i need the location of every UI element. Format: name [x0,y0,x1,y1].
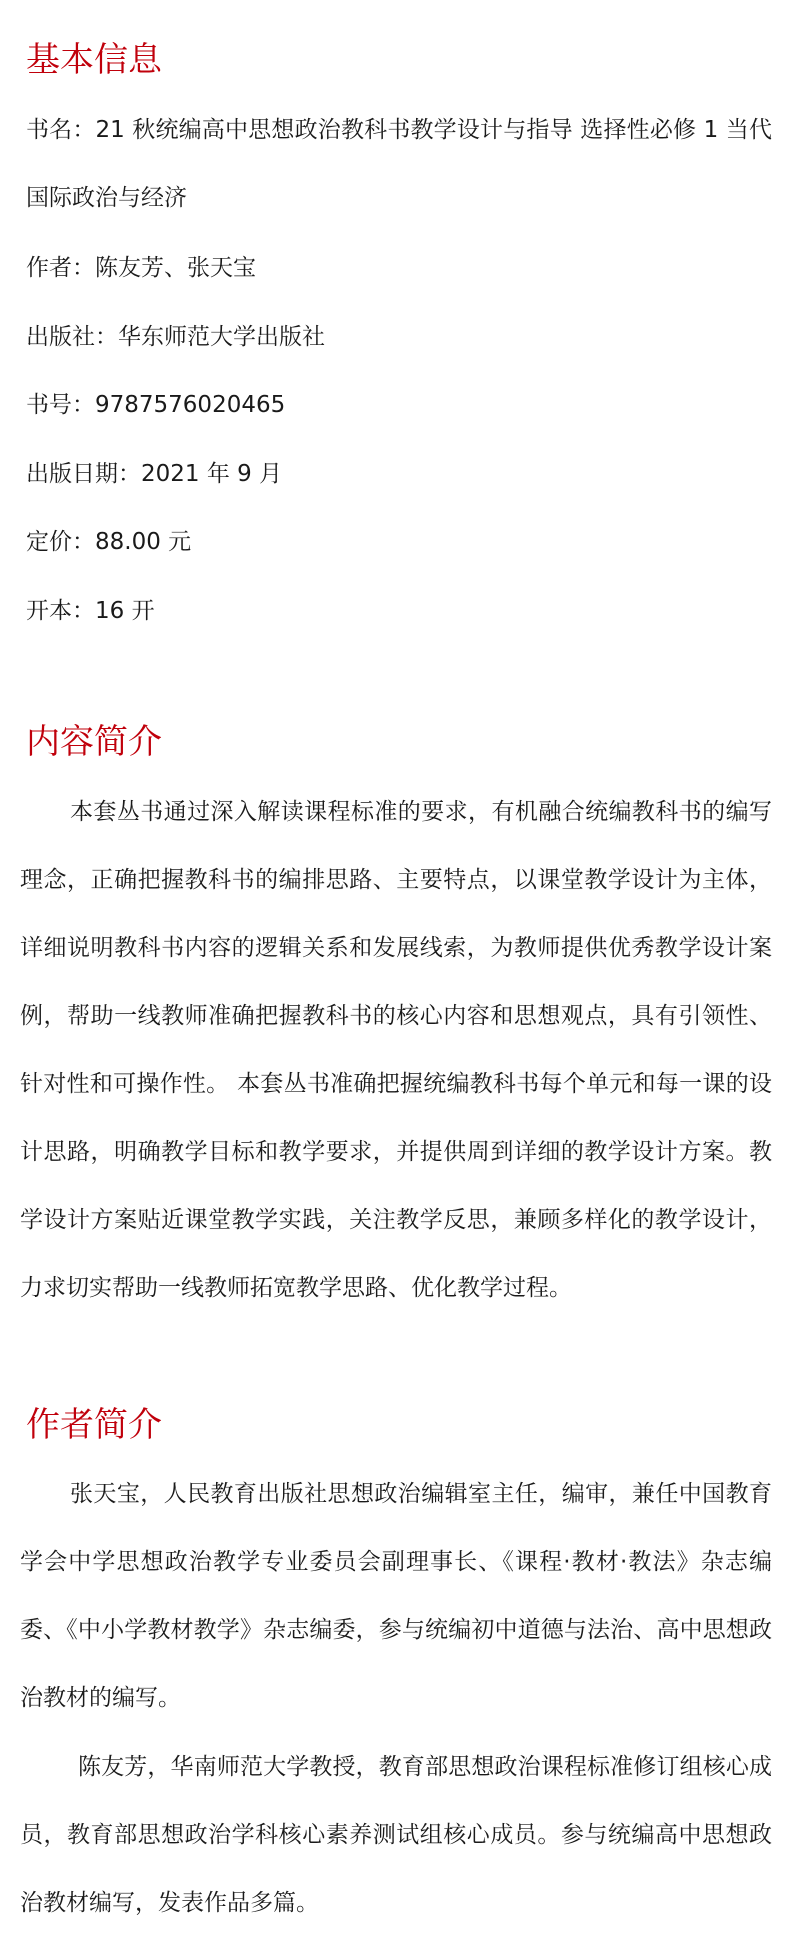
content-intro-heading: 内容简介 [26,722,162,762]
content-intro-paragraph: 本套丛书通过深入解读课程标准的要求，有机融合统编教科书的编写理念，正确把握教科书的编排思路、主要特点，以课堂教学设计为主体，详细说明教科书内容的逻辑关系和发展线索，为教师提供优秀教学设计案例，帮助一线教师准确把握教科书的核心内容和思想观点，具有引领性、针对性和可操作性。 本套丛书准确把握统编教科书每个单元和每一课的设计思路，明确教学目标和教学要求，并提供周到详细的教学设计方案。教学设计方案贴近课堂教学实践，关注教学反思，兼顾多样化的教学设计，力求切实帮助一线教师拓宽教学思路、优化教学过程。 [20,799,772,1301]
author-intro-paragraph-2: 陈友芳，华南师范大学教授，教育部思想政治课程标准修订组核心成员，教育部思想政治学科核心素养测试组核心成员。参与统编高中思想政治教材编写，发表作品多篇。 [20,1754,772,1916]
publisher-line: 出版社：华东师范大学出版社 [26,324,325,350]
book-name-line: 书名：21 秋统编高中思想政治教科书教学设计与指导 选择性必修 1 当代国际政治与经济 [26,117,772,211]
format-line: 开本：16 开 [26,598,155,624]
isbn-line: 书号：9787576020465 [26,392,286,418]
author-line: 作者：陈友芳、张天宝 [26,255,256,281]
author-intro-paragraph-1: 张天宝，人民教育出版社思想政治编辑室主任，编审，兼任中国教育学会中学思想政治教学专业委员会副理事长、《课程·教材·教法》杂志编委、《中小学教材教学》杂志编委，参与统编初中道德与法治、高中思想政治教材的编写。 [20,1481,772,1711]
basic-info-heading: 基本信息 [26,40,162,80]
price-line: 定价：88.00 元 [26,529,192,555]
author-intro-heading: 作者简介 [26,1405,162,1445]
pub-date-line: 出版日期：2021 年 9 月 [26,461,283,487]
